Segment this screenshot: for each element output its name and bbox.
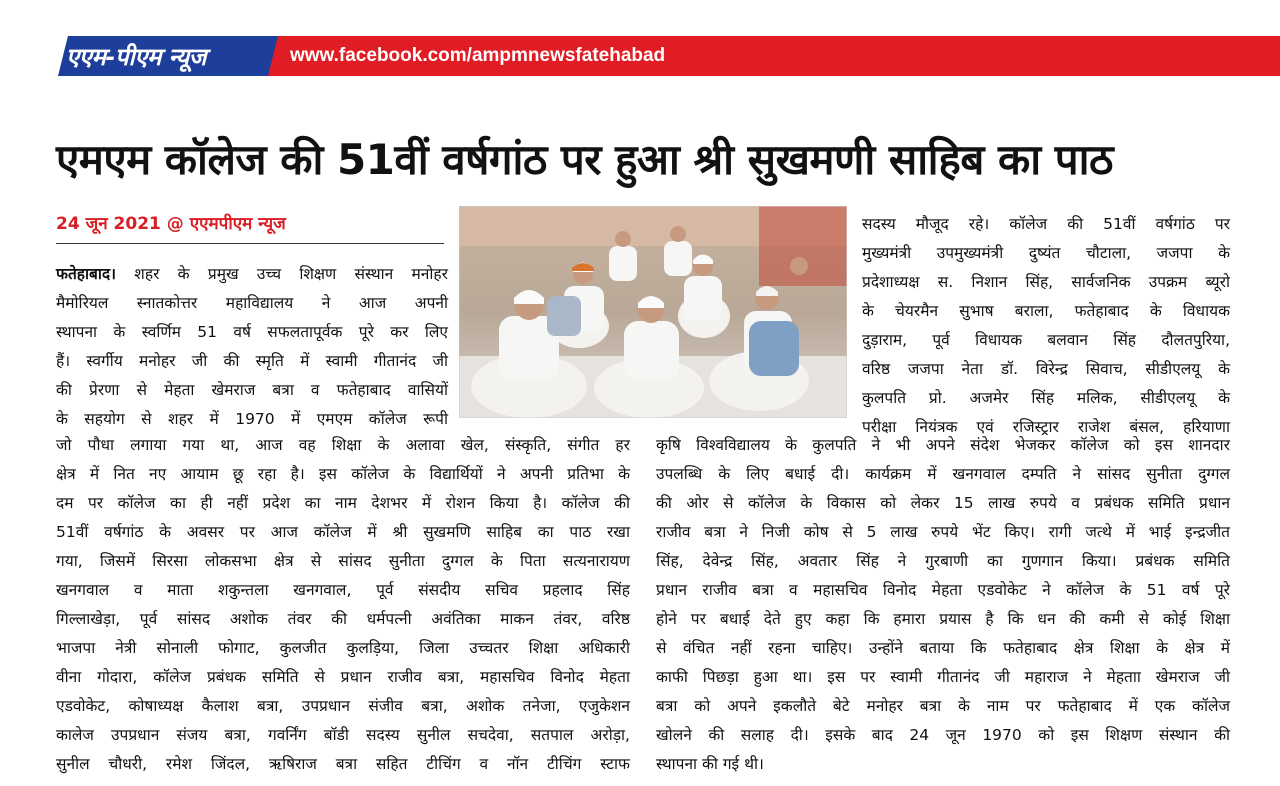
place-name: फतेहाबाद।	[56, 265, 117, 283]
text-line: के चेयरमैन सुभाष बराला, फतेहाबाद के विधायक	[862, 302, 1230, 320]
article-date: 24 जून 2021	[56, 214, 161, 234]
article-headline: एमएम कॉलेज की 51वीं वर्षगांठ पर हुआ श्री सुखमणी साहिब का पाठ	[56, 135, 1113, 184]
text-line: होने पर बधाई देते हुए कहा कि हमारा प्रयास है कि धन की कमी से कोई शिक्षा	[656, 610, 1230, 628]
article-source: @ एएमपीएम न्यूज	[166, 214, 286, 234]
text-line: से वंचित नहीं रहना चाहिए। उन्होंने बताया कि फतेहाबाद क्षेत्र शिक्षा के क्षेत्र में	[656, 639, 1230, 657]
article-column-2	[56, 431, 630, 779]
text-line: मुख्यमंत्री उपमुख्यमंत्री दुष्यंत चौटाला, जजपा के	[862, 244, 1230, 262]
article-column-1	[56, 260, 448, 434]
text-line: सिंह, देवेन्द्र सिंह, अवतार सिंह ने गुरबाणी का गुणगान किया। प्रबंधक समिति	[656, 552, 1230, 570]
text-line: 51वीं वर्षगांठ के अवसर पर आज कॉलेज में श्री सुखमणि साहिब का पाठ रखा	[56, 523, 630, 541]
dateline	[56, 211, 286, 234]
text-line: कुलपति प्रो. अजमेर सिंह मलिक, सीडीएलयू के	[862, 389, 1230, 407]
text-line: मैमोरियल स्नातकोत्तर महाविद्यालय ने आज अपनी	[56, 294, 448, 312]
text-line: बत्रा को अपने इकलौते बेटे मनोहर बत्रा के नाम पर फतेहाबाद में एक कॉलेज	[656, 697, 1230, 715]
text-line: भाजपा नेत्री सोनाली फोगाट, कुलजीत कुलड़िया, जिला उच्चतर शिक्षा अधिकारी	[56, 639, 630, 657]
text-line: की ओर से कॉलेज के विकास को लेकर 15 लाख रुपये व प्रबंधक समिति प्रधान	[656, 494, 1230, 512]
brand-logo: एएम-पीएम न्यूज	[66, 43, 206, 71]
text-line: की प्रेरणा से मेहता खेमराज बत्रा व फतेहाबाद वासियों	[56, 381, 448, 399]
text-line: प्रधान राजीव बत्रा व महासचिव विनोद मेहता एडवोकेट ने कॉलेज के 51 वर्ष पूरे	[656, 581, 1230, 599]
text-line: कृषि विश्वविद्यालय के कुलपति ने भी अपने संदेश भेजकर कॉलेज को इस शानदार	[656, 436, 1230, 454]
text-line: सदस्य मौजूद रहे। कॉलेज की 51वीं वर्षगांठ पर	[862, 215, 1230, 233]
text-line: प्रदेशाध्यक्ष स. निशान सिंह, सार्वजनिक उपक्रम ब्यूरो	[862, 273, 1230, 291]
article-photo	[459, 206, 847, 418]
text-line: खोलने की सलाह दी। इसके बाद 24 जून 1970 को इस शिक्षण संस्थान की	[656, 726, 1230, 744]
facebook-link[interactable]: www.facebook.com/ampmnewsfatehabad	[290, 45, 666, 66]
masthead	[0, 36, 1280, 76]
article-column-4	[656, 431, 1230, 779]
text-line: जो पौधा लगाया गया था, आज वह शिक्षा के अलावा खेल, संस्कृति, संगीत हर	[56, 436, 630, 454]
text-line: के सहयोग से शहर में 1970 में एमएम कॉलेज रूपी	[56, 410, 448, 428]
text-line: क्षेत्र में नित नए आयाम छू रहा है। इस कॉलेज के विद्यार्थियों ने अपनी प्रतिभा के	[56, 465, 630, 483]
text-line: स्थापना की गई थी।	[656, 755, 764, 773]
text-line: दुड़ाराम, पूर्व विधायक बलवान सिंह दौलतपुरिया,	[862, 331, 1230, 349]
text-line: परीक्षा नियंत्रक एवं रजिस्ट्रार राजेश बंसल, हरियाणा	[862, 418, 1230, 436]
text-line: राजीव बत्रा ने निजी कोष से 5 लाख रुपये भेंट किए। रागी जत्थे में भाई इन्द्रजीत	[656, 523, 1230, 541]
text-line: सुनील चौधरी, रमेश जिंदल, ऋषिराज बत्रा सहित टीचिंग व नॉन टीचिंग स्टाफ	[56, 755, 630, 773]
text-line: उपलब्धि के लिए बधाई दी। कार्यक्रम में खनगवाल दम्पति ने सांसद सुनीता दुग्गल	[656, 465, 1230, 483]
group-photo-icon	[459, 206, 847, 418]
text-line: काफी पिछड़ा हुआ था। इस पर स्वामी गीतानंद जी महाराज ने मेहताा खेमराज जी	[656, 668, 1230, 686]
article-column-3	[862, 210, 1230, 442]
text-line: हैं। स्वर्गीय मनोहर जी की स्मृति में स्वामी गीतानंद जी	[56, 352, 448, 370]
text-line: वीना गोदारा, कॉलेज प्रबंधक समिति से प्रधान राजीव बत्रा, महासचिव विनोद मेहता	[56, 668, 630, 686]
text-line: दम पर कॉलेज का ही नहीं प्रदेश का नाम देशभर में रोशन किया है। कॉलेज की	[56, 494, 630, 512]
text-line: गया, जिसमें सिरसा लोकसभा क्षेत्र से सांसद सुनीता दुग्गल के पिता सत्यनारायण	[56, 552, 630, 570]
text-line: कालेज उपप्रधान संजय बत्रा, गवर्निंग बॉडी सदस्य सुनील सचदेवा, सतपाल अरोड़ा,	[56, 726, 630, 744]
dateline-divider	[56, 243, 444, 244]
text-line: खनगवाल व माता शकुन्तला खनगवाल, पूर्व संसदीय सचिव प्रहलाद सिंह	[56, 581, 630, 599]
text-line: वरिष्ठ जजपा नेता डॉ. विरेन्द्र सिवाच, सीडीएलयू के	[862, 360, 1230, 378]
text-line: स्थापना के स्वर्णिम 51 वर्ष सफलतापूर्वक पूरे कर लिए	[56, 323, 448, 341]
text-line: शहर के प्रमुख उच्च शिक्षण संस्थान मनोहर	[134, 265, 448, 283]
text-line: गिल्लाखेड़ा, पूर्व सांसद अशोक तंवर की धर्मपत्नी अवंतिका माकन तंवर, वरिष्ठ	[56, 610, 630, 628]
text-line: एडवोकेट, कोषाध्यक्ष कैलाश बत्रा, उपप्रधान संजीव बत्रा, अशोक तनेजा, एजुकेशन	[56, 697, 630, 715]
